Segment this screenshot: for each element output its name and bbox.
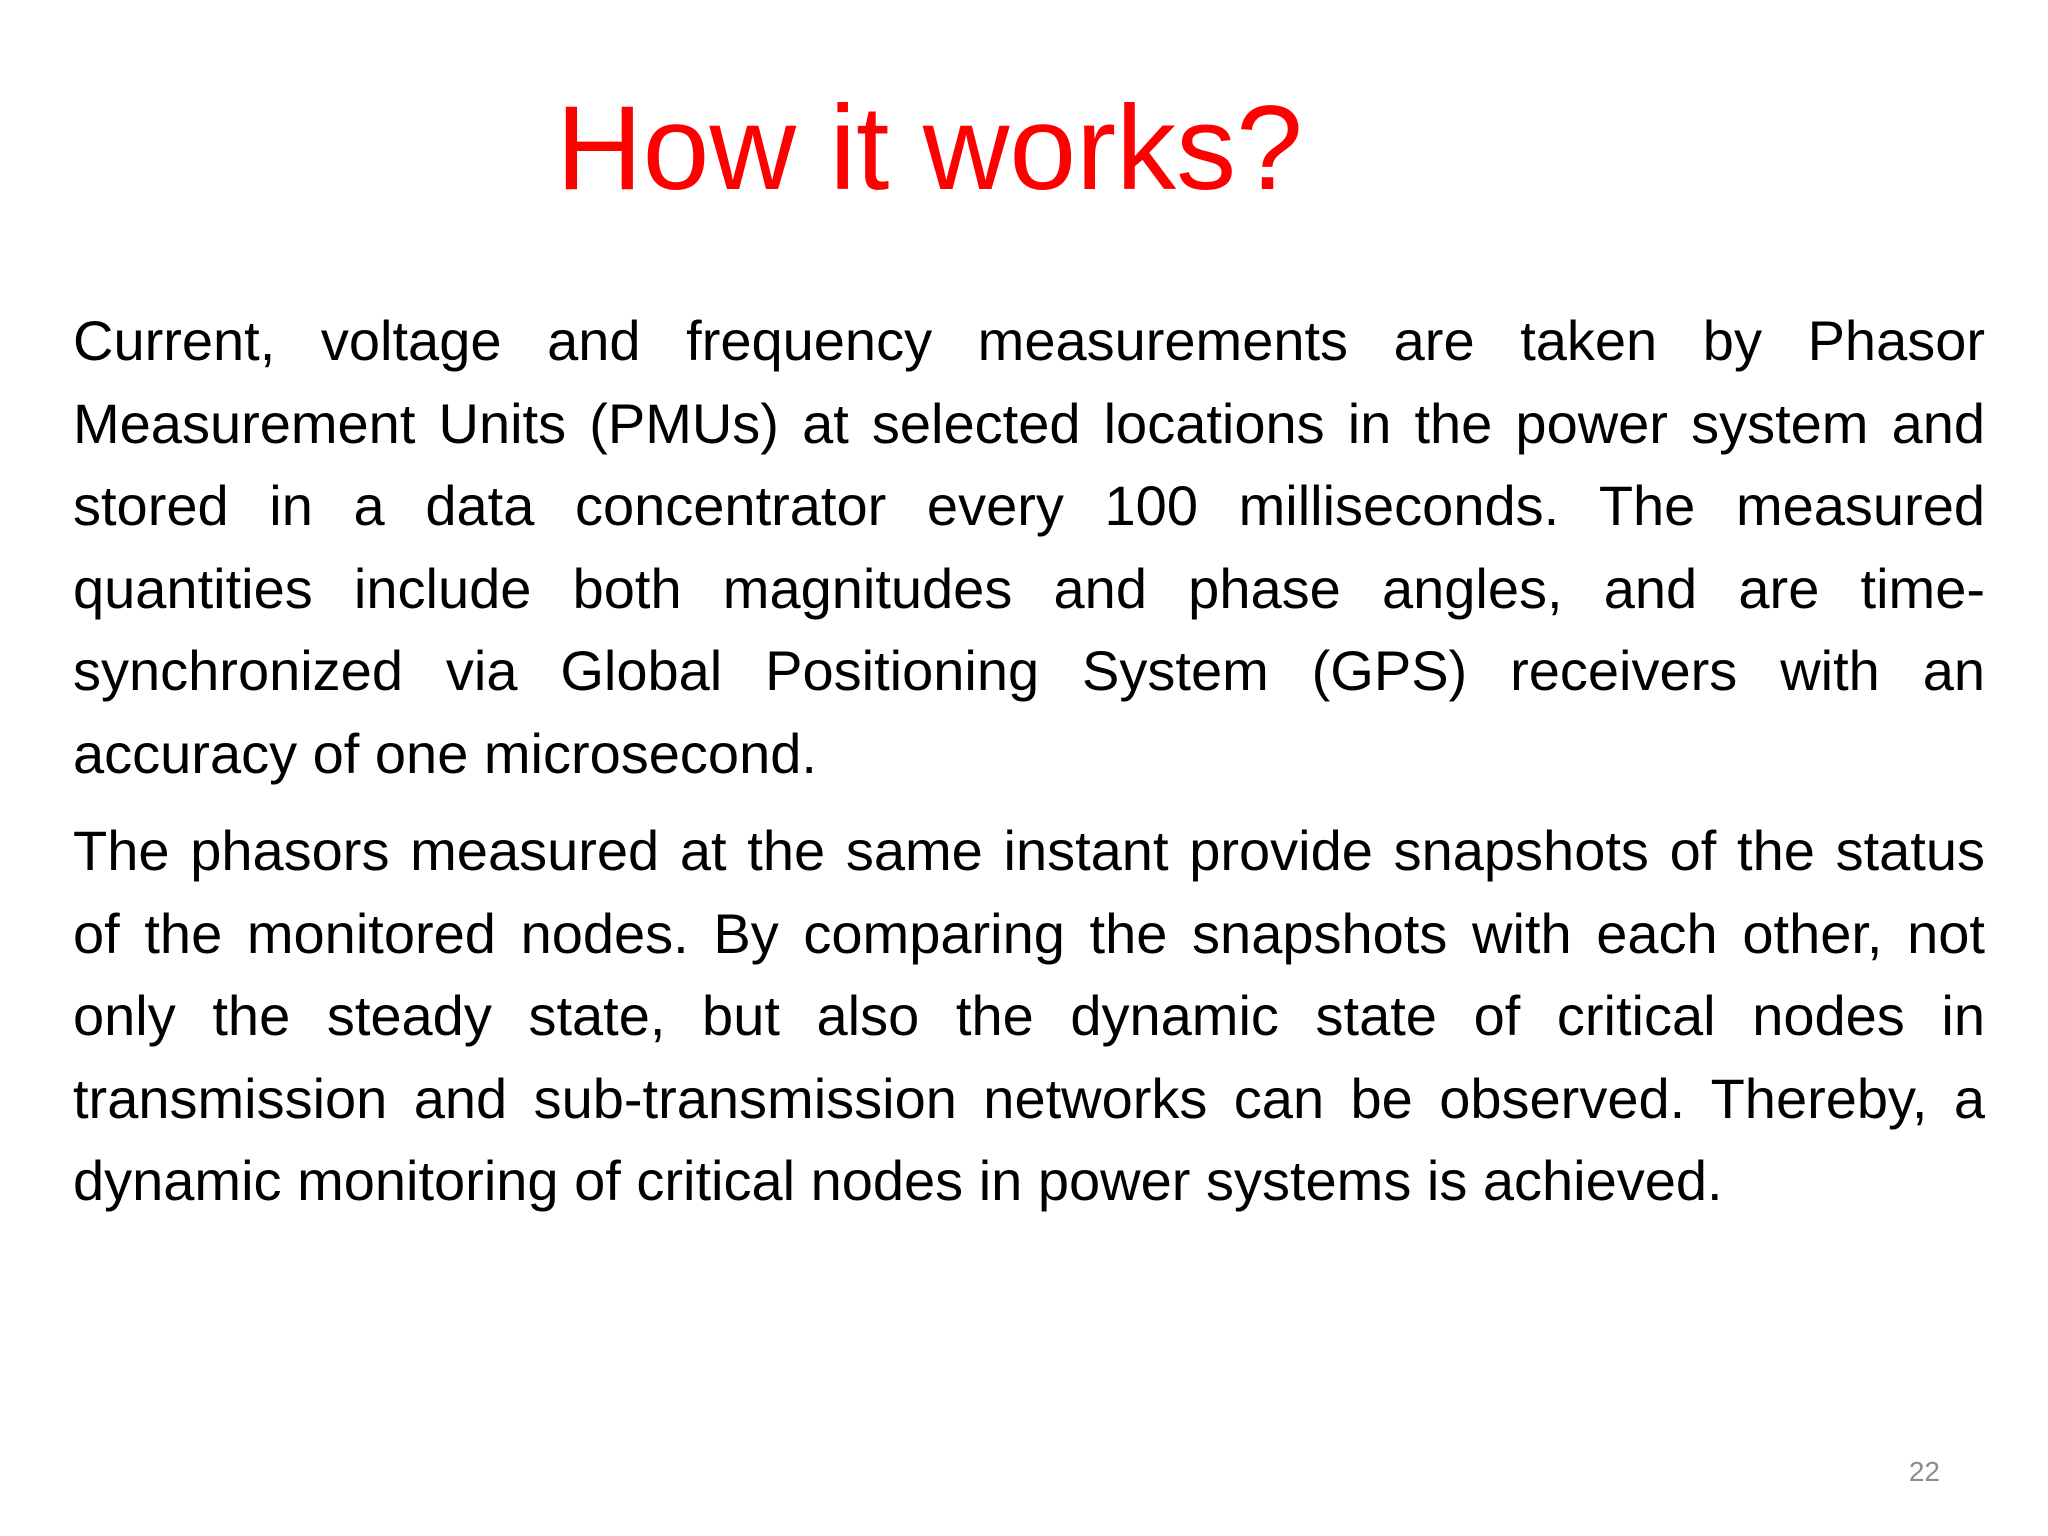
slide-title: How it works? [556, 81, 1303, 215]
slide-body [73, 300, 1985, 1223]
body-paragraph-2: The phasors measured at the same instant provide snapshots of the status of the monitored nodes. By comparing the snapshots with each other, not only the steady state, but also the dynamic state of critical nodes in transmission and sub-transmission networks can be observed. Thereby, a dynamic monitoring of critical nodes in power systems is achieved. [73, 819, 1985, 1212]
body-paragraph-1: Current, voltage and frequency measurements are taken by Phasor Measurement Units (PMUs) at selected locations in the power system and stored in a data concentrator every 100 milliseconds. The measured quantities include both magnitudes and phase angles, and are time-synchronized via Global Positioning System (GPS) receivers with an accuracy of one microsecond. [73, 309, 1985, 785]
page-number: 22 [1908, 1456, 1940, 1487]
